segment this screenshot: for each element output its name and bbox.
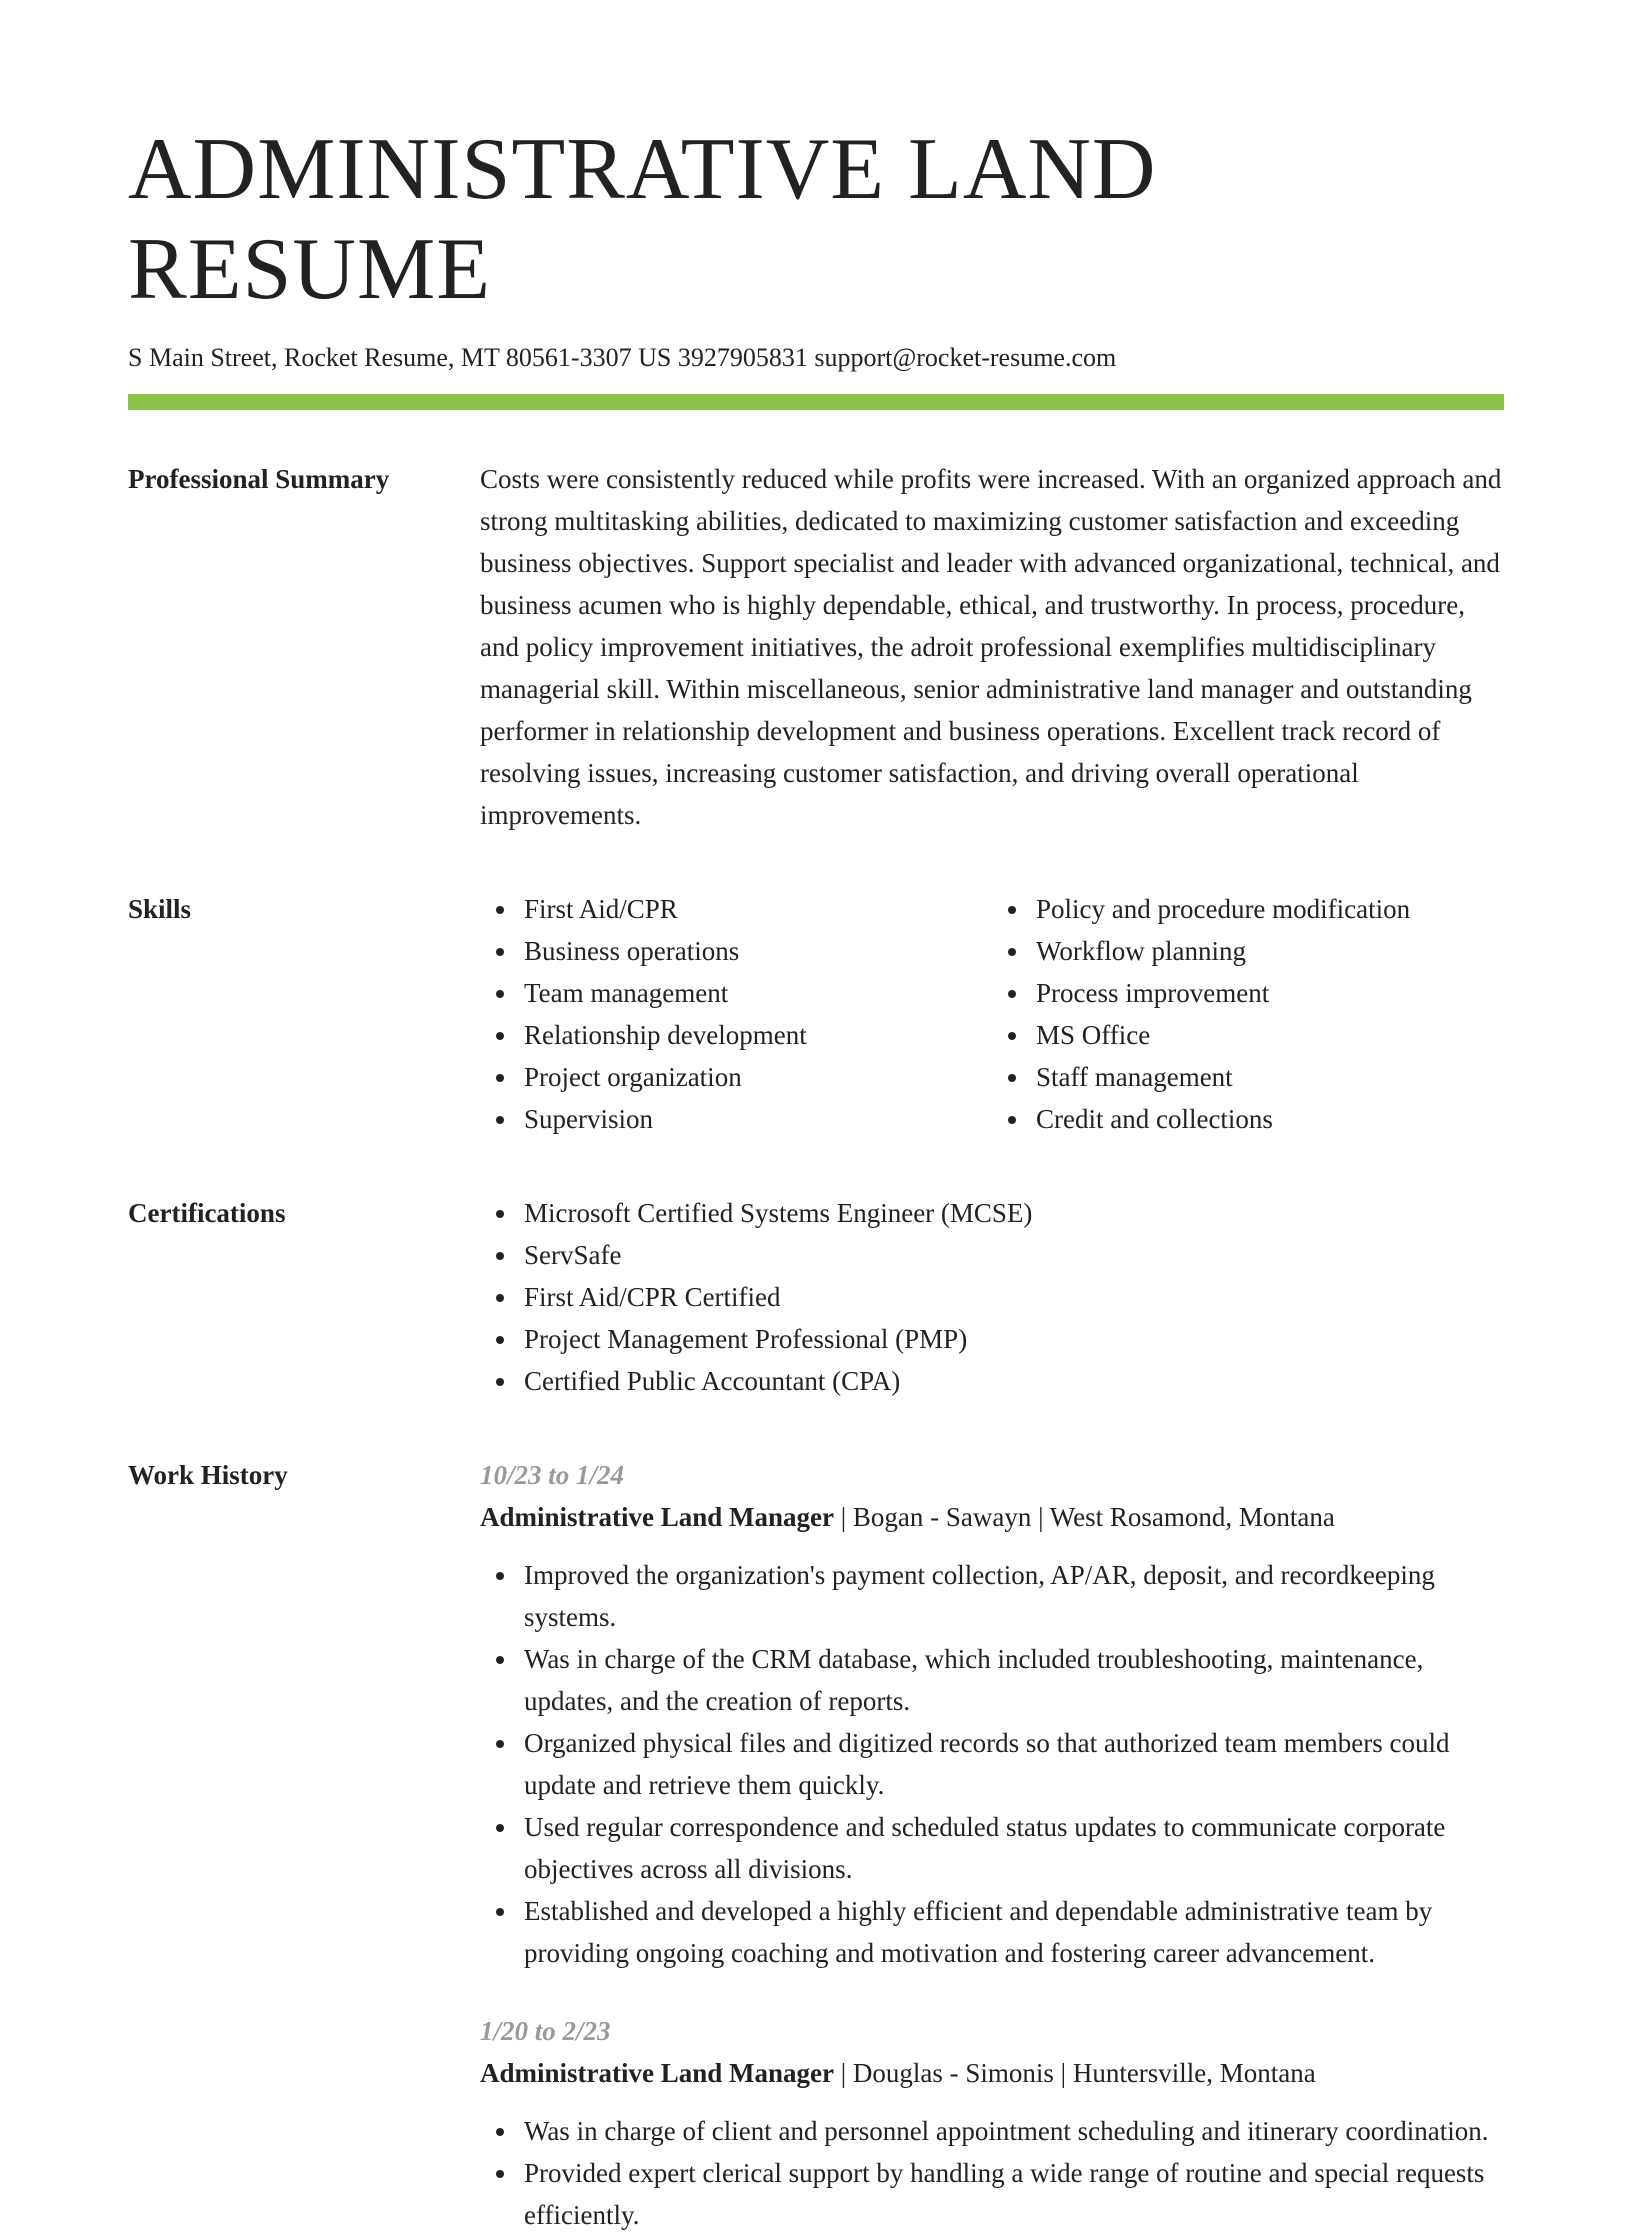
certifications-heading: Certifications [128,1198,286,1228]
certifications-section [128,1192,1504,1402]
skill-item: Policy and procedure modification [992,888,1504,930]
certification-item: First Aid/CPR Certified [480,1276,1504,1318]
skills-heading: Skills [128,894,192,924]
certification-item: Microsoft Certified Systems Engineer (MCSE) [480,1192,1504,1234]
summary-heading: Professional Summary [128,464,390,494]
job-heading [480,2052,1504,2094]
job-bullets [480,1554,1504,1974]
skill-item: MS Office [992,1014,1504,1056]
job-entry [480,2010,1504,2236]
job-dates: 10/23 to 1/24 [480,1460,625,1490]
contact-line [128,342,1504,374]
job-bullet: Was in charge of the CRM database, which included troubleshooting, maintenance, updates, and the creation of reports. [480,1638,1504,1722]
job-title: Administrative Land Manager [480,2058,834,2088]
job-bullet: Organized physical files and digitized records so that authorized team members could update and retrieve them quickly. [480,1722,1504,1806]
job-bullet: Used regular correspondence and scheduled status updates to communicate corporate objectives across all divisions. [480,1806,1504,1890]
job-employer-location: | Bogan - Sawayn | West Rosamond, Montana [834,1502,1335,1532]
skill-item: Supervision [480,1098,992,1140]
skill-item: First Aid/CPR [480,888,992,930]
page-title: ADMINISTRATIVE LAND RESUME [128,121,1157,318]
job-bullet: Established and developed a highly efficient and dependable administrative team by providing ongoing coaching and motivation and fostering career advancement. [480,1890,1504,1974]
skill-item: Process improvement [992,972,1504,1014]
summary-section [128,458,1504,836]
job-bullet: Was in charge of client and personnel appointment scheduling and itinerary coordination. [480,2110,1504,2152]
contact-address: S Main Street, Rocket Resume, MT 80561-3307 US [128,343,672,372]
skill-item: Project organization [480,1056,992,1098]
skill-item: Relationship development [480,1014,992,1056]
certification-item: Certified Public Accountant (CPA) [480,1360,1504,1402]
contact-phone: 3927905831 [677,343,808,372]
job-employer-location: | Douglas - Simonis | Huntersville, Montana [834,2058,1316,2088]
job-dates: 1/20 to 2/23 [480,2016,611,2046]
job-bullets [480,2110,1504,2236]
work-history-section [128,1454,1504,2236]
skill-item: Workflow planning [992,930,1504,972]
skill-item: Staff management [992,1056,1504,1098]
skills-section [128,888,1504,1140]
certifications-list [480,1192,1504,1402]
job-bullet: Provided expert clerical support by handling a wide range of routine and special requests efficiently. [480,2152,1504,2236]
skills-list-left [480,888,992,1140]
contact-email: support@rocket-resume.com [814,343,1117,372]
skill-item: Credit and collections [992,1098,1504,1140]
skills-list-right [992,888,1504,1140]
skill-item: Team management [480,972,992,1014]
header-divider [128,394,1504,410]
certification-item: ServSafe [480,1234,1504,1276]
summary-text: Costs were consistently reduced while profits were increased. With an organized approach and strong multitasking abilities, dedicated to maximizing customer satisfaction and exceeding business objectives. Support specialist and leader with advanced organizational, technical, and business acumen who is highly dependable, ethical, and trustworthy. In process, procedure, and policy improvement initiatives, the adroit professional exemplifies multidisciplinary managerial skill. Within miscellaneous, senior administrative land manager and outstanding performer in relationship development and business operations. Excellent track record of resolving issues, increasing customer satisfaction, and driving overall operational improvements. [480,464,1502,830]
job-heading [480,1496,1504,1538]
job-title: Administrative Land Manager [480,1502,834,1532]
certification-item: Project Management Professional (PMP) [480,1318,1504,1360]
job-entry [480,1454,1504,1974]
work-history-heading: Work History [128,1460,288,1490]
skill-item: Business operations [480,930,992,972]
job-bullet: Improved the organization's payment collection, AP/AR, deposit, and recordkeeping systems. [480,1554,1504,1638]
